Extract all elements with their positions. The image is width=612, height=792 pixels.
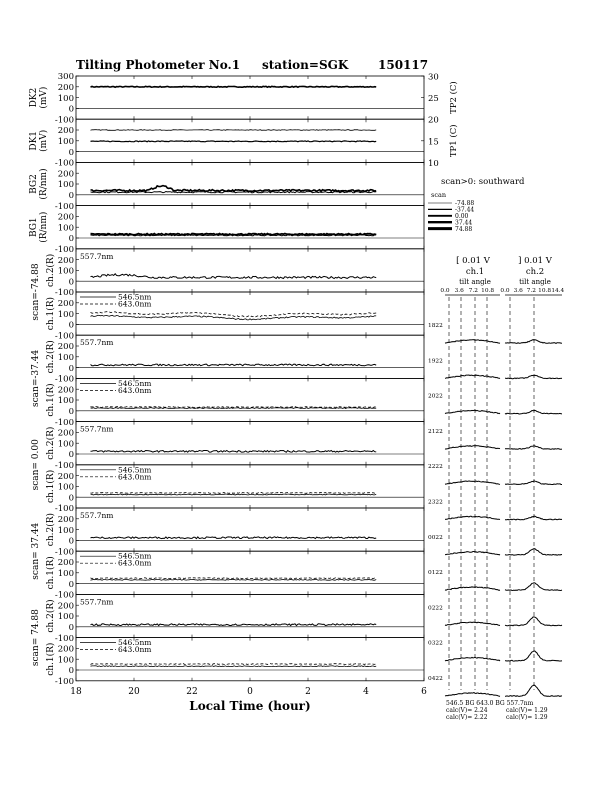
y-tick-label: -100 <box>54 201 74 212</box>
y-tick-label: 0 <box>68 104 74 115</box>
ch1-profile <box>445 693 500 697</box>
y-tick-label: 100 <box>57 655 74 666</box>
scan-label: scan= 74.88 <box>31 609 41 667</box>
y-tick-label: 0 <box>68 320 74 331</box>
y-tick-label: 100 <box>57 525 74 536</box>
x-tick-label: 18 <box>70 686 82 697</box>
y-tick-label: 200 <box>57 385 74 396</box>
ch2-profile <box>505 481 562 485</box>
profile-time-label: 0122 <box>428 570 443 577</box>
right-tick-label: 15 <box>428 137 439 148</box>
ch2-tilt-tick: 7.2 <box>526 288 537 294</box>
y-tick-label: -100 <box>54 115 74 126</box>
ch1-profile <box>445 340 500 344</box>
panel-s3ch2 <box>45 422 424 471</box>
wavelength-annotation: 557.7nm <box>80 424 114 434</box>
panel-s5ch2 <box>45 594 424 643</box>
profile-time-label: 2022 <box>428 393 443 400</box>
series-line-1 <box>91 578 377 579</box>
ch1-profile <box>445 481 500 485</box>
ch1-tilt-tick: 10.8 <box>481 288 495 294</box>
y-tick-label: 200 <box>57 515 74 525</box>
series-line-0 <box>91 494 377 495</box>
y-tick-label: 100 <box>57 137 74 147</box>
profile-footer: 546.5 BG 643.0 BG 557.7nm <box>446 700 534 707</box>
legend-label: 546.5nm <box>118 551 152 561</box>
y-tick-label: 200 <box>57 644 74 655</box>
x-tick-label: 6 <box>421 686 427 697</box>
series-line-0 <box>91 537 377 539</box>
y-axis-label: ch.1(R) <box>46 469 56 504</box>
legend-label: 643.0nm <box>118 385 152 395</box>
series-line-1 <box>91 407 377 408</box>
panel-frame <box>76 335 424 378</box>
series-line-0 <box>91 579 377 580</box>
y-tick-label: -100 <box>54 417 74 428</box>
y-label-line: (mV) <box>39 86 50 109</box>
y-tick-label: 200 <box>57 83 74 93</box>
y-tick-label: 200 <box>57 342 74 353</box>
right-tick-label: 10 <box>428 158 439 169</box>
y-label-line: DK2 <box>29 87 40 108</box>
y-tick-label: 100 <box>57 223 74 234</box>
y-tick-label: 100 <box>57 309 74 320</box>
y-tick-label: 0 <box>68 234 74 245</box>
y-tick-label: 100 <box>57 93 74 104</box>
y-tick-label: -100 <box>54 288 74 299</box>
y-tick-label: 100 <box>57 396 74 407</box>
y-axis-label <box>29 87 49 109</box>
ch1-scale-label: [ 0.01 V <box>456 256 490 266</box>
series-line-0 <box>91 130 377 131</box>
panel-s4ch1 <box>45 551 424 600</box>
x-tick-label: 0 <box>247 686 253 697</box>
series-line-0 <box>91 274 377 279</box>
y-tick-label: 100 <box>57 180 74 191</box>
y-tick-label: -100 <box>54 158 74 169</box>
panel-frame <box>76 162 424 205</box>
y-axis-label <box>29 212 49 243</box>
panel-bg1 <box>29 206 424 255</box>
ch1-profile <box>445 516 500 519</box>
legend-note: scan>0: southward <box>441 177 525 187</box>
ch2-profile <box>505 516 562 520</box>
ch2-scale-label: ] 0.01 V <box>518 256 552 266</box>
y-tick-label: 0 <box>68 450 74 461</box>
profile-time-label: 2122 <box>428 428 443 435</box>
ch1-tilt-tick: 7.2 <box>468 288 479 294</box>
profile-time-label: 0422 <box>428 676 443 682</box>
ch2-profile <box>505 685 562 696</box>
ch2-profile <box>505 375 562 378</box>
panel-s1ch2 <box>45 249 424 298</box>
y-label-line: BG2 <box>29 174 40 194</box>
y-tick-label: -100 <box>54 677 74 687</box>
legend-label: 546.5nm <box>118 292 152 302</box>
legend-scan-label: 0.00 <box>455 213 469 220</box>
panel-s4ch2 <box>45 508 424 557</box>
scan-label: scan= 37.44 <box>31 522 41 580</box>
y-axis-label: ch.1(R) <box>46 642 56 676</box>
x-axis-label: Local Time (hour) <box>189 698 311 713</box>
wavelength-annotation: 557.7nm <box>80 511 114 520</box>
y-tick-label: 0 <box>68 623 74 633</box>
series-line-1 <box>91 493 377 494</box>
legend-scan-label: 37.44 <box>455 219 473 227</box>
y-axis-label: ch.2(R) <box>46 426 56 460</box>
series-line-0 <box>91 86 377 87</box>
y-axis-label: ch.1(R) <box>46 296 56 331</box>
y-tick-label: -100 <box>54 504 74 515</box>
right-tick-label: 20 <box>428 115 439 126</box>
x-tick-label: 22 <box>186 686 198 697</box>
y-tick-label: -100 <box>54 461 74 471</box>
profile-time-label: 2322 <box>428 499 443 506</box>
ch1-profile <box>445 446 500 450</box>
ch2-profile <box>505 340 562 344</box>
ch1-profile <box>445 410 500 414</box>
y-label-line: BG1 <box>29 217 40 238</box>
y-tick-label: 0 <box>68 493 74 504</box>
panel-frame <box>76 206 424 249</box>
legend-label: 546.5nm <box>118 378 152 388</box>
panel-s1ch1 <box>45 292 424 341</box>
panel-frame <box>76 594 424 637</box>
wavelength-annotation: 557.7nm <box>80 251 114 261</box>
y-tick-label: 200 <box>57 299 74 309</box>
ch2-profile <box>505 549 562 556</box>
ch1-profile <box>445 375 500 379</box>
series-line-1 <box>91 235 377 236</box>
y-axis-label: ch.2(R) <box>46 512 56 547</box>
legend-label: 643.0nm <box>118 645 152 655</box>
series-line-0 <box>91 186 377 192</box>
y-axis-label: ch.2(R) <box>46 253 56 288</box>
panel-dk2 <box>29 72 424 125</box>
legend-label: 546.5nm <box>118 638 152 648</box>
y-tick-label: -100 <box>54 245 74 255</box>
series-line-0 <box>91 364 377 366</box>
ch1-profile <box>445 587 500 591</box>
chart-title: Tilting Photometer No.1 <box>76 58 241 72</box>
series-line-1 <box>91 141 377 142</box>
ch2-profile <box>505 617 562 626</box>
profile-footer: calc(V)= 1.29 <box>506 714 548 721</box>
y-label-line: (mV) <box>39 129 50 152</box>
panel-bg2 <box>29 162 424 211</box>
right-tick-label: 25 <box>428 94 439 105</box>
legend-label: 546.5nm <box>118 465 152 475</box>
ch1-profile <box>445 552 500 556</box>
legend-header: scan <box>431 191 447 199</box>
ch2-profile <box>505 410 562 414</box>
panel-frame <box>76 508 424 551</box>
series-line-1 <box>91 312 377 317</box>
y-tick-label: -100 <box>54 590 74 601</box>
ch1-tilt-label: tilt angle <box>459 278 491 286</box>
panel-dk1 <box>29 119 424 168</box>
series-line-0 <box>91 451 377 453</box>
ch1-label: ch.1 <box>465 267 485 277</box>
y-tick-label: 0 <box>68 277 74 288</box>
profile-time-label: 1822 <box>428 323 443 329</box>
y-axis-label <box>29 130 49 152</box>
wavelength-annotation: 557.7nm <box>80 597 114 607</box>
y-axis-label: ch.2(R) <box>46 599 56 633</box>
y-label-line: DK1 <box>29 130 40 151</box>
ch2-profile <box>505 446 562 450</box>
panel-s2ch2 <box>45 335 424 384</box>
x-tick-label: 4 <box>363 686 369 697</box>
profile-time-label: 2222 <box>428 464 443 471</box>
y-tick-label: 100 <box>57 266 74 277</box>
profile-time-label: 0022 <box>428 534 443 541</box>
y-tick-label: 0 <box>68 579 74 590</box>
y-tick-label: 200 <box>57 471 74 482</box>
y-tick-label: 100 <box>57 569 74 579</box>
y-tick-label: 100 <box>57 482 74 493</box>
ch2-tilt-tick: 14.4 <box>551 288 565 294</box>
ch1-profile <box>445 622 500 625</box>
ch1-tilt-tick: 3.6 <box>454 288 464 294</box>
scan-label: scan= 0.00 <box>31 439 41 491</box>
y-tick-label: -100 <box>54 547 74 558</box>
profile-footer: calc(V)= 1.29 <box>506 707 548 714</box>
series-line-1 <box>91 664 377 665</box>
profile-time-label: 0322 <box>428 640 443 647</box>
y-tick-label: 0 <box>68 666 74 677</box>
panel-frame <box>76 422 424 465</box>
scan-label: scan=-37.44 <box>31 349 41 407</box>
right-axis-label: TP2 (C) <box>449 81 459 114</box>
y-tick-label: 0 <box>68 407 74 417</box>
panel-s2ch1 <box>45 378 424 427</box>
y-axis-label <box>29 168 49 199</box>
panel-s3ch1 <box>45 465 424 514</box>
profile-time-label: 0222 <box>428 605 443 612</box>
right-axis-label: TP1 (C) <box>449 124 459 158</box>
y-tick-label: 300 <box>57 72 74 83</box>
ch2-tilt-tick: 10.8 <box>538 288 552 294</box>
wavelength-annotation: 557.7nm <box>80 338 114 348</box>
y-tick-label: 200 <box>57 212 74 223</box>
panel-frame <box>76 249 424 292</box>
y-tick-label: 100 <box>57 612 74 623</box>
ch1-tilt-tick: 0.0 <box>440 288 450 294</box>
profile-footer: calc(V)= 2.22 <box>446 714 488 721</box>
y-tick-label: 200 <box>57 601 74 612</box>
x-tick-label: 2 <box>305 686 311 697</box>
scan-label: scan=-74.88 <box>31 263 41 321</box>
panel-s5ch1 <box>45 638 424 687</box>
y-tick-label: 200 <box>57 255 74 266</box>
y-tick-label: 0 <box>68 536 74 547</box>
ch1-profile <box>445 657 500 661</box>
x-tick-label: 20 <box>128 686 140 697</box>
y-axis-label: ch.1(R) <box>46 556 56 590</box>
legend-scan-label: 74.88 <box>455 225 473 233</box>
profile-footer: calc(V)= 2.24 <box>446 707 488 714</box>
y-axis-label: ch.2(R) <box>46 340 56 374</box>
series-line-0 <box>91 408 377 409</box>
y-tick-label: 200 <box>57 169 74 180</box>
ch2-tilt-tick: 3.6 <box>513 288 523 294</box>
legend-label: 643.0nm <box>118 472 152 482</box>
ch2-tilt-tick: 0.0 <box>500 288 510 294</box>
y-label-line: (R/nm) <box>39 168 50 200</box>
series-line-1 <box>91 192 377 193</box>
series-line-0 <box>91 666 377 667</box>
y-tick-label: 0 <box>68 147 74 158</box>
y-tick-label: 200 <box>57 126 74 137</box>
y-tick-label: -100 <box>54 331 74 342</box>
series-line-0 <box>91 624 377 626</box>
profile-time-label: 1922 <box>428 358 443 365</box>
ch2-profile <box>505 583 562 591</box>
y-tick-label: 100 <box>57 353 74 363</box>
legend-scan-label: -37.44 <box>455 206 475 214</box>
y-label-line: (R/nm) <box>39 211 50 243</box>
right-tick-label: 30 <box>428 72 439 83</box>
y-tick-label: -100 <box>54 374 74 385</box>
legend-scan-label: -74.88 <box>455 200 475 208</box>
y-axis-label: ch.1(R) <box>46 383 56 417</box>
y-tick-label: -100 <box>54 633 74 644</box>
ch2-tilt-label: tilt angle <box>519 278 551 286</box>
legend-label: 643.0nm <box>118 558 152 568</box>
y-tick-label: 200 <box>57 558 74 569</box>
legend-label: 643.0nm <box>118 299 152 309</box>
y-tick-label: 0 <box>68 363 74 374</box>
station-label: station=SGK <box>262 58 349 72</box>
y-tick-label: 100 <box>57 439 74 450</box>
y-tick-label: 0 <box>68 191 74 201</box>
panel-frame <box>76 76 424 119</box>
ch2-profile <box>505 651 562 661</box>
y-tick-label: 200 <box>57 428 74 439</box>
date-label: 150117 <box>378 58 429 72</box>
ch2-label: ch.2 <box>525 267 545 277</box>
